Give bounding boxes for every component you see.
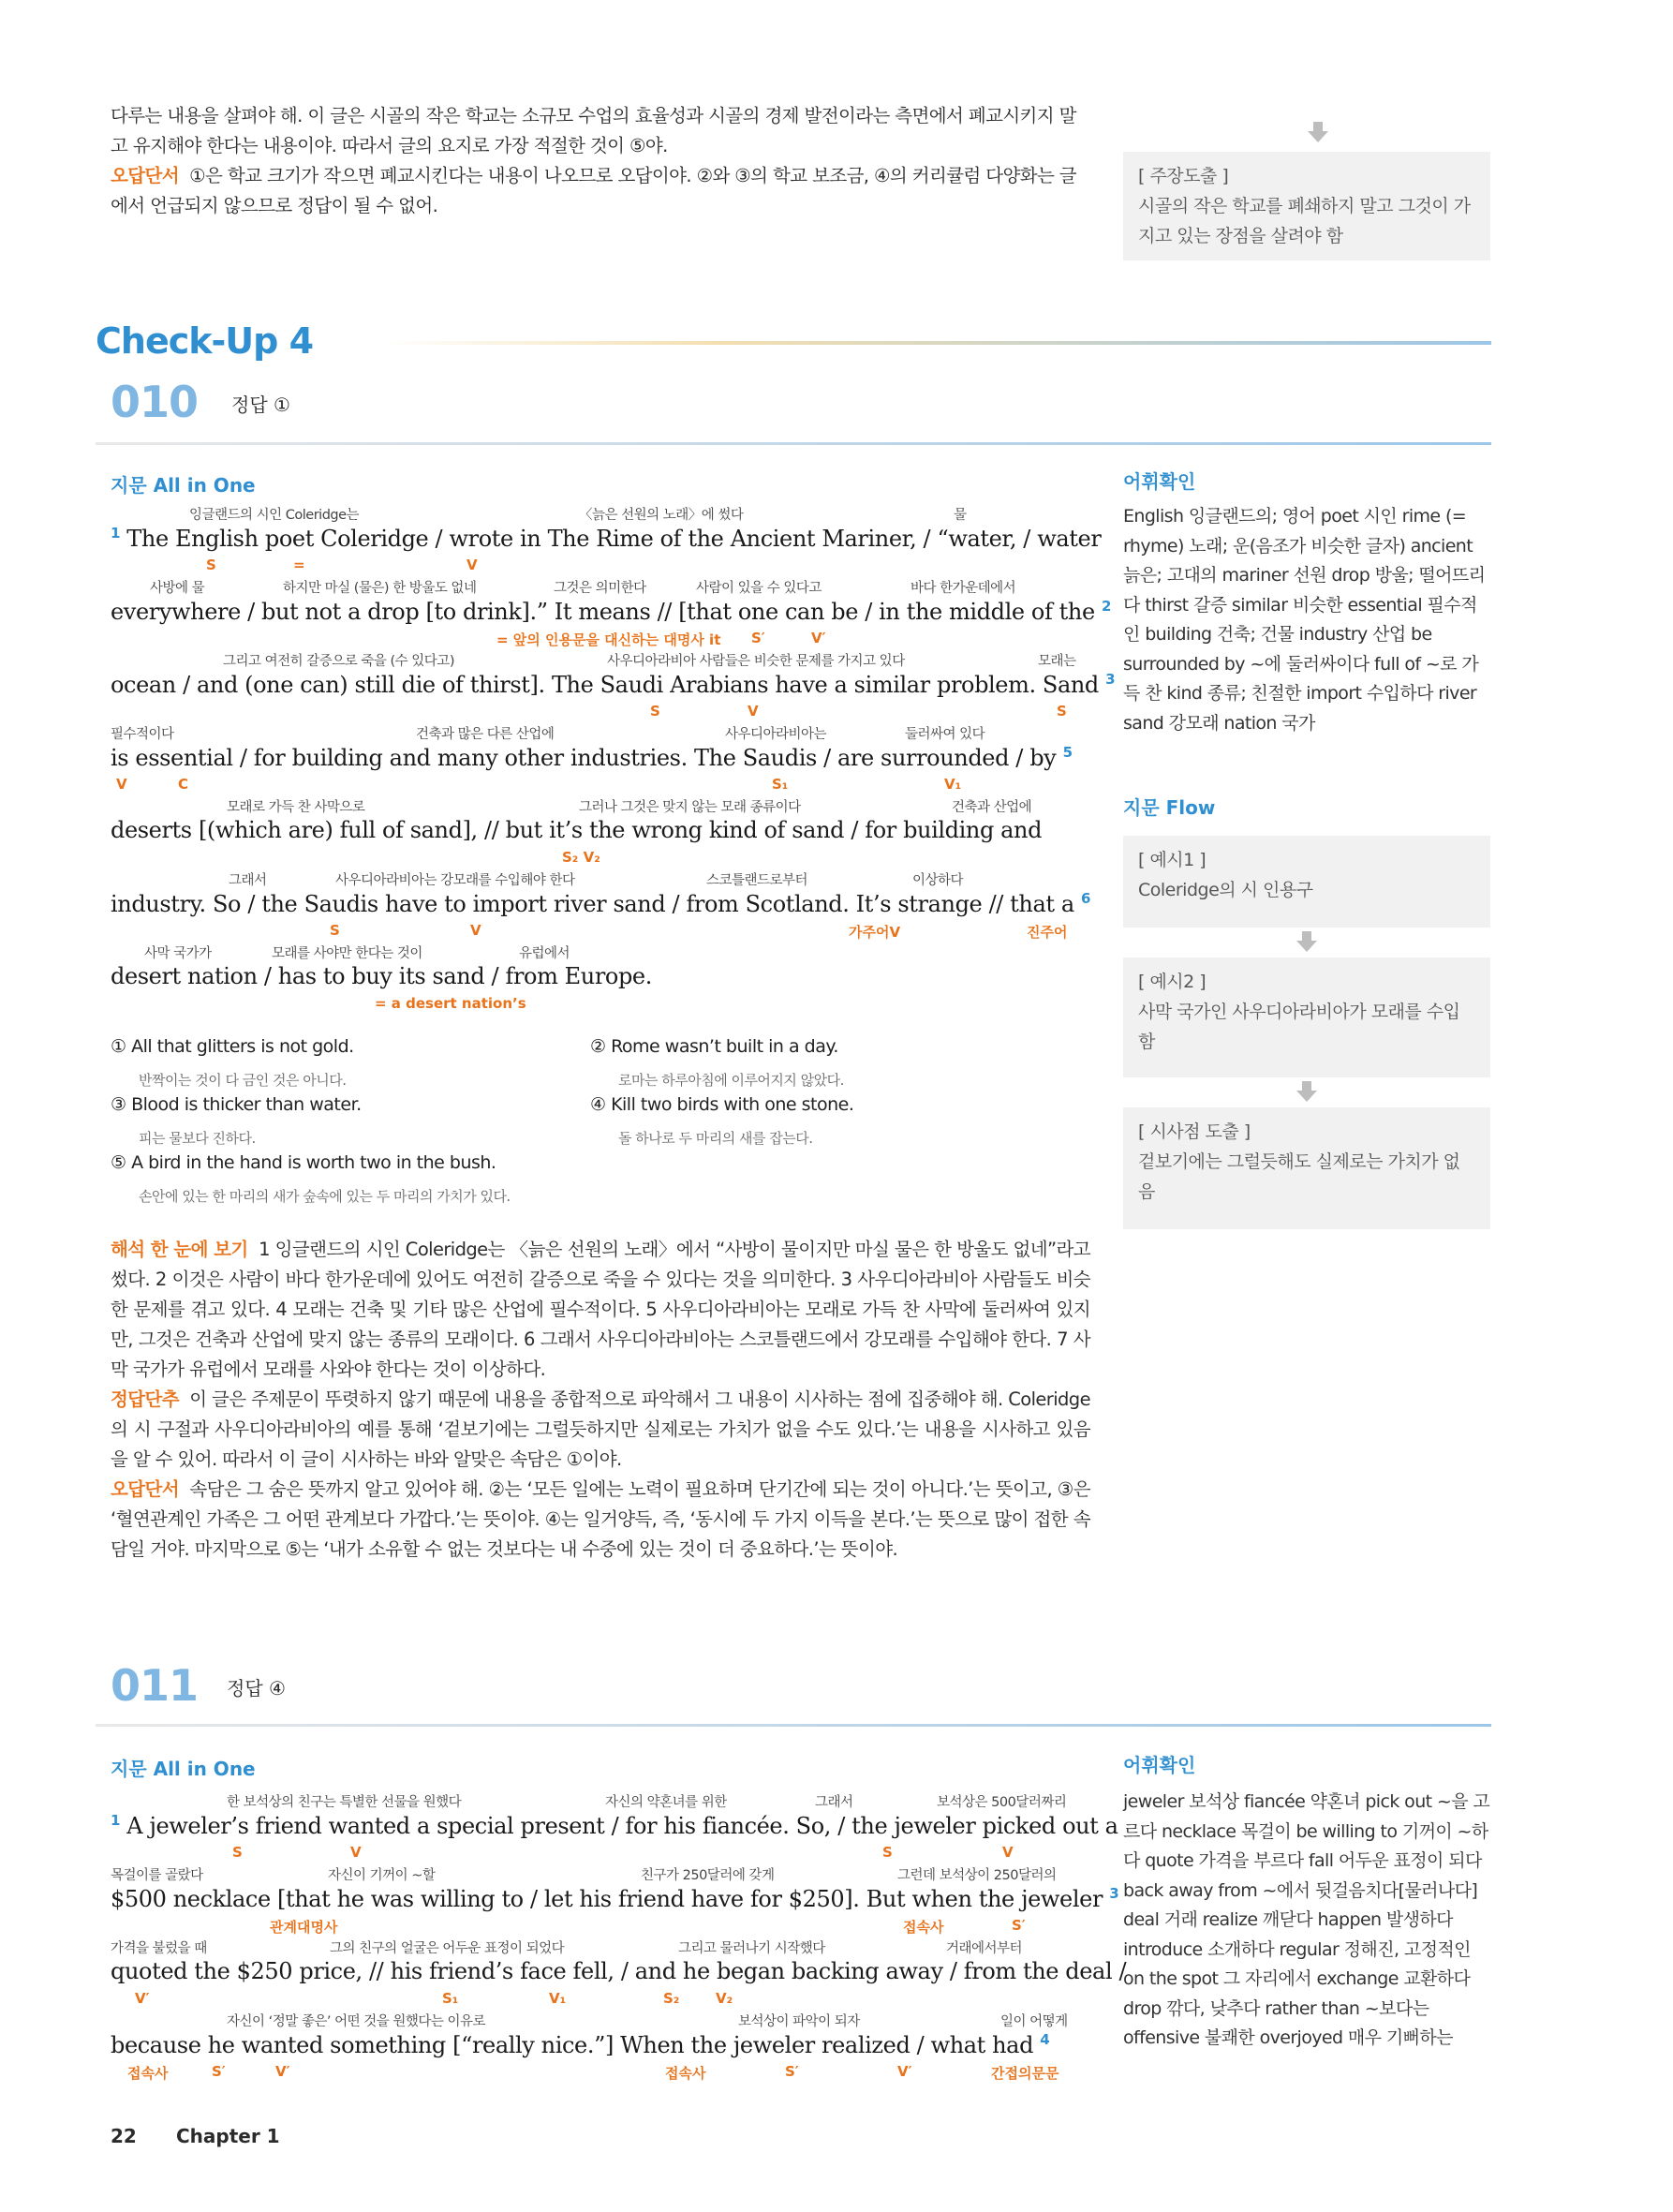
down-arrow-icon	[1296, 1091, 1317, 1102]
wrong-clue-label-2: 오답단서	[111, 1478, 179, 1500]
passage-label-011: 지문 All in One	[111, 1758, 256, 1780]
answer-label: 정답 ①	[231, 393, 290, 416]
vocab-label-011: 어휘확인	[1123, 1754, 1196, 1776]
page-number: 22	[111, 2125, 137, 2147]
option-3-translation: 피는 물보다 진하다.	[139, 1130, 256, 1147]
flow-label: 지문 Flow	[1123, 796, 1216, 819]
passage-line-2: 사방에 물 하지만 마실 (물은) 한 방울도 없네 그것은 의미한다 사람이 있을 수 있다고 바다 한가운데에서 everywhere / but not a drop [to drink].” It means // [that one can be / in the middle of the $^2$ = 앞의 인용문을 대신하는 대명사 it S′ V′	[111, 581, 1112, 648]
vocab-list-011: jeweler 보석상 fiancée 약혼녀 pick out ~을 고르다 necklace 목걸이 be willing to 기꺼이 ~하다 quote 가격을 부르다 fall 어두운 표정이 되다 back away from ~에서 뒷걸음치다[물러나다] deal 거래 realize 깨닫다 happen 발생하다 introduce 소개하다 regular 정해진, 고정적인 on the spot 그 자리에서 exchange 교환하다 drop 깎다, 낮추다 rather than ~보다는 offensive 불쾌한 overjoyed 매우 기뻐하는	[1123, 1791, 1490, 2048]
section-title: Check-Up 4	[96, 320, 314, 362]
vocab-list: English 잉글랜드의; 영어 poet 시인 rime (= rhyme) 노래; 운(음조가 비슷한 글자) ancient 늙은; 고대의 mariner 선원 drop 방울; 떨어뜨리다 thirst 갈증 similar 비슷한 essential 필수적인 building 건축; 건물 industry 산업 be surrounded by ~에 둘러싸이다 full of ~로 가득 찬 kind 종류; 친절한 import 수입하다 river sand 강모래 nation 국가	[1123, 506, 1486, 734]
passage-line-5: 모래로 가득 찬 사막으로 그러나 그것은 맞지 않는 모래 종류이다 건축과 산업에 deserts [(which are) full of sand], // but it’s the wrong kind of sand / for building and S₂ V₂	[111, 800, 1043, 866]
passage-line-3: 그리고 여전히 갈증으로 죽을 (수 있다고) 사우디아라비아 사람들은 비슷한 문제를 가지고 있다 모래는 ocean / and (one can) still die of thirst]. The Saudi Arabians have a similar problem. Sand $^3$ S V S	[111, 654, 1116, 720]
option-5-translation: 손안에 있는 한 마리의 새가 숲속에 있는 두 마리의 가치가 있다.	[139, 1188, 511, 1205]
chapter-label: Chapter 1	[176, 2125, 280, 2147]
question-rule	[96, 442, 1491, 445]
passage-line-4: 필수적이다 건축과 많은 다른 산업에 사우디아라비아는 둘러싸여 있다 is essential / for building and many other industries. The Saudis / are surrounded / by $^5$ V C S₁ V₁	[111, 727, 1073, 793]
option-4-translation: 돌 하나로 두 마리의 새를 잡는다.	[618, 1130, 813, 1147]
option-5: ⑤ A bird in the hand is worth two in the bush.	[111, 1152, 496, 1173]
option-2-translation: 로마는 하루아침에 이루어지지 않았다.	[618, 1072, 844, 1089]
option-4: ④ Kill two birds with one stone.	[590, 1094, 854, 1115]
flow-box-3: [ 시사점 도출 ] 겉보기에는 그럴듯해도 실제로는 가치가 없음	[1123, 1107, 1490, 1229]
question-number: 010	[111, 377, 199, 427]
question-number-011: 011	[111, 1660, 199, 1711]
option-2: ② Rome wasn’t built in a day.	[590, 1036, 838, 1057]
option-1: ① All that glitters is not gold.	[111, 1036, 354, 1057]
passage-011-line-1: 한 보석상의 친구는 특별한 선물을 원했다 자신의 약혼녀를 위한 그래서 보석상은 500달러짜리 $^1$ A jeweler’s friend wanted a special present / for his fiancée. So, / the jeweler picked out a S V S V	[111, 1795, 1118, 1861]
answer-clue-label: 정답단추	[111, 1388, 179, 1410]
down-arrow-icon	[1308, 131, 1328, 142]
explanation-label: 해석 한 눈에 보기	[111, 1239, 248, 1260]
passage-011-line-4: 자신이 ‘정말 좋은’ 어떤 것을 원했다는 이유로 보석상이 파악이 되자 일이 어떻게 because he wanted something [“really nice.”] When the jeweler realized / what had $^4$ 접속사 S′ V′ 접속사 S′ V′ 간접의문문	[111, 2014, 1068, 2082]
vocab-label: 어휘확인	[1123, 470, 1196, 493]
flow-box-1: [ 예시1 ] Coleridge의 시 인용구	[1123, 836, 1490, 928]
down-arrow-icon	[1296, 941, 1317, 952]
answer-label-011: 정답 ④	[227, 1677, 286, 1700]
option-1-translation: 반짝이는 것이 다 금인 것은 아니다.	[139, 1072, 347, 1089]
flow-box-2: [ 예시2 ] 사막 국가인 사우디아라비아가 모래를 수입함	[1123, 958, 1490, 1077]
passage-line-6: 그래서 사우디아라비아는 강모래를 수입해야 한다 스코틀랜드로부터 이상하다 industry. So / the Saudis have to import river sand / from Scotland. It’s strange // that a $^6$ S V 가주어V 진주어	[111, 873, 1091, 941]
passage-011-line-3: 가격을 불렀을 때 그의 친구의 얼굴은 어두운 표정이 되었다 그리고 물러나기 시작했다 거래에서부터 quoted the $250 price, // his friend’s face fell, / and he began backing away / from the deal / V′ S₁ V₁ S₂ V₂	[111, 1941, 1127, 2007]
option-3: ③ Blood is thicker than water.	[111, 1094, 362, 1115]
passage-011-line-2: 목걸이를 골랐다 자신이 기꺼이 ~할 친구가 250달러에 갖게 그런데 보석상이 250달러의 $500 necklace [that he was willing to / let his friend have for $250]. But when the jeweler $^3$ 관계대명사 접속사 S′	[111, 1868, 1119, 1936]
explanation-block: 해석 한 눈에 보기 1 잉글랜드의 시인 Coleridge는 〈늙은 선원의 노래〉에서 “사방이 물이지만 마실 물은 한 방울도 없네”라고 썼다. 2 이것은 사람이 바다 한가운데에 있어도 여전히 갈증으로 죽을 수 있다는 것을 의미한다. 3 사우디아라비아 사람들도 비슷한 문제를 겪고 있다. 4 모래는 건축 및 기타 많은 산업에 필수적이다. 5 사우디아라비아는 모래로 가득 찬 사막에 둘러싸여 있지만, 그것은 건축과 산업에 맞지 않는 종류의 모래이다. 6 그래서 사우디아라비아는 스코틀랜드에서 강모래를 수입해야 한다. 7 사막 국가가 유럽에서 모래를 사와야 한다는 것이 이상하다. 정답단추 이 글은 주제문이 뚜렷하지 않기 때문에 내용을 종합적으로 파악해서 그 내용이 시사하는 점에 집중해야 해. Coleridge의 시 구절과 사우디아라비아의 예를 통해 ‘겉보기에는 그럴듯하지만 실제로는 가치가 없을 수도 있다.’는 내용을 시사하고 있음을 알 수 있어. 따라서 이 글이 시사하는 바와 알맞은 속담은 ①이야. 오답단서 속담은 그 숨은 뜻까지 알고 있어야 해. ②는 ‘모든 일에는 노력이 필요하며 단기간에 되는 것이 아니다.’는 뜻이고, ③은 ‘혈연관계인 가족은 그 어떤 관계보다 가깝다.’는 뜻이야. ④는 일거양득, 즉, ‘동시에 두 가지 이득을 본다.’는 뜻으로 많이 접한 속담일 거야. 마지막으로 ⑤는 ‘내가 소유할 수 없는 것보다는 내 수중에 있는 것이 더 중요하다.’는 뜻이야.	[111, 1239, 1090, 1560]
section-rule	[384, 341, 1491, 345]
passage-line-1: 잉글랜드의 시인 Coleridge는 〈늙은 선원의 노래〉에 썼다 물 $^1$ The English poet Coleridge / wrote in The Rime of the Ancient Mariner, / “water, / water S = V	[111, 508, 1102, 573]
question-rule-011	[96, 1724, 1491, 1727]
claim-box: [ 주장도출 ] 시골의 작은 학교를 폐쇄하지 말고 그것이 가지고 있는 장점을 살려야 함	[1123, 152, 1490, 260]
intro-paragraph: 다루는 내용을 살펴야 해. 이 글은 시골의 작은 학교는 소규모 수업의 효율성과 시골의 경제 발전이라는 측면에서 폐교시키지 말고 유지해야 한다는 내용이야. 따라서 글의 요지로 가장 적절한 것이 ⑤야. 오답단서 ①은 학교 크기가 작으면 폐교시킨다는 내용이 나오므로 오답이야. ②와 ③의 학교 보조금, ④의 커리큘럼 다양화는 글에서 언급되지 않으므로 정답이 될 수 없어.	[111, 105, 1077, 216]
wrong-clue-label: 오답단서	[111, 165, 179, 186]
passage-line-7: 사막 국가가 모래를 사야만 한다는 것이 유럽에서 desert nation / has to buy its sand / from Europe. = a desert nation’s	[111, 946, 652, 1012]
passage-label: 지문 All in One	[111, 474, 256, 497]
